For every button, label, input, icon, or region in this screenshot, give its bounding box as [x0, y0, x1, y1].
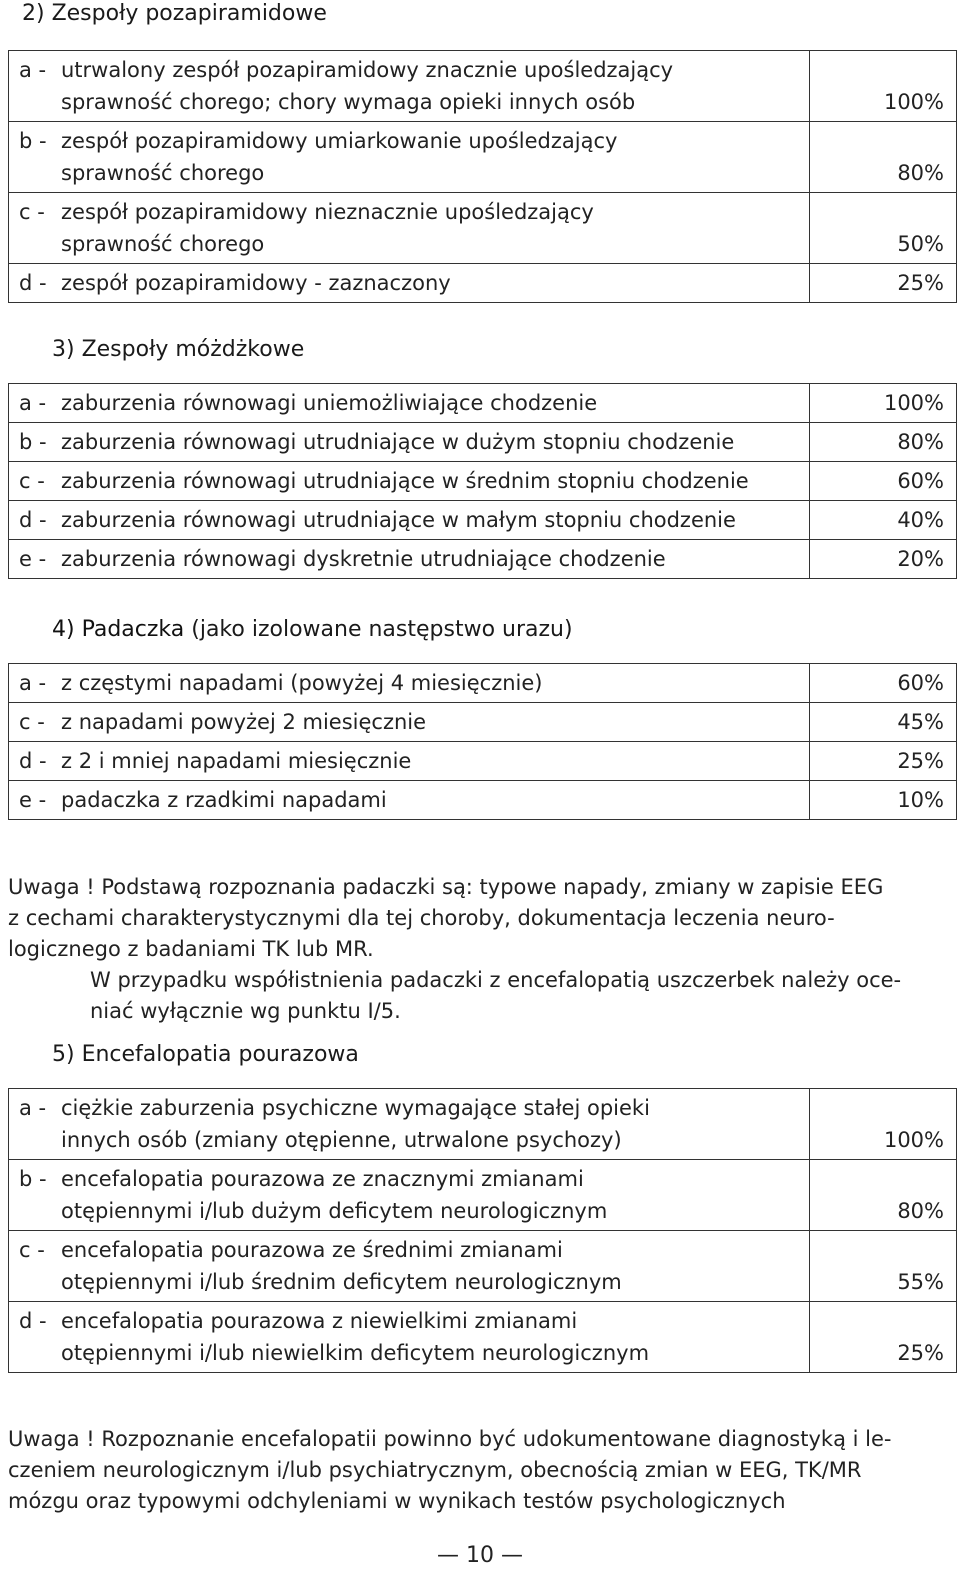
row-text: ciężkie zaburzenia psychiczne wymagające stałej opieki innych osób (zmiany otępienne, utrwalone psychozy) [61, 1096, 650, 1152]
row-description [9, 122, 810, 193]
table-encefalopatia [8, 1088, 957, 1373]
row-text: z napadami powyżej 2 miesięcznie [61, 710, 427, 734]
table-row [9, 742, 957, 781]
row-percentage: 40% [810, 501, 957, 540]
row-percentage: 10% [810, 781, 957, 820]
row-text: encefalopatia pourazowa ze średnimi zmianami otępiennymi i/lub średnim deficytem neurologicznym [61, 1238, 622, 1294]
row-text: z 2 i mniej napadami miesięcznie [61, 749, 412, 773]
table-zespoly-mozdzkowe [8, 383, 957, 579]
section-title-padaczka [52, 616, 573, 644]
row-description [9, 664, 810, 703]
row-letter: c - [19, 469, 45, 493]
table-row [9, 1231, 957, 1302]
row-description [9, 1160, 810, 1231]
table-row [9, 781, 957, 820]
table-row [9, 193, 957, 264]
row-letter: e - [19, 547, 47, 571]
row-percentage: 80% [810, 423, 957, 462]
row-percentage: 80% [810, 1160, 957, 1231]
table-row [9, 540, 957, 579]
table-row [9, 703, 957, 742]
row-description [9, 1231, 810, 1302]
row-text: zespół pozapiramidowy umiarkowanie upośledzający sprawność chorego [61, 129, 618, 185]
table-row [9, 501, 957, 540]
section-title-padaczka-main: 4) Padaczka [52, 617, 185, 642]
note-text-1: Podstawą rozpoznania padaczki są: typowe napady, zmiany w zapisie EEG z cechami charakterystycznymi dla tej choroby, dokumentacja leczenia neuro- logicznego z badaniami TK lub MR. [8, 875, 884, 961]
row-letter: a - [19, 391, 47, 415]
note-encefalopatia [8, 1393, 958, 1517]
note-label: Uwaga ! [8, 875, 95, 899]
section-title-zespoly-mozdzkowe: 3) Zespoły móżdżkowe [52, 337, 305, 362]
row-percentage: 100% [810, 51, 957, 122]
note-text-2: W przypadku współistnienia padaczki z encefalopatią uszczerbek należy oce- niać wyłącznie wg punktu I/5. [90, 968, 902, 1023]
row-percentage: 60% [810, 462, 957, 501]
row-text: encefalopatia pourazowa ze znacznymi zmianami otępiennymi i/lub dużym deficytem neurologicznym [61, 1167, 608, 1223]
note-label: Uwaga ! [8, 1427, 95, 1451]
row-description [9, 540, 810, 579]
row-description [9, 423, 810, 462]
row-percentage: 25% [810, 742, 957, 781]
row-text: zaburzenia równowagi utrudniające w małym stopniu chodzenie [61, 508, 736, 532]
note-text-1: Rozpoznanie encefalopatii powinno być udokumentowane diagnostyką i le- czeniem neurologicznym i/lub psychiatrycznym, obecnością zmian w EEG, TK/MR mózgu oraz typowymi odchyleniami w wynikach testów psychologicznych [8, 1427, 892, 1513]
row-description [9, 384, 810, 423]
row-letter: a - [19, 1096, 47, 1120]
row-letter: c - [19, 710, 45, 734]
section-title-encefalopatia: 5) Encefalopatia pourazowa [52, 1042, 359, 1067]
note-padaczka [8, 841, 958, 1027]
table-zespoly-pozapiramidowe [8, 50, 957, 303]
row-percentage: 25% [810, 1302, 957, 1373]
table-row [9, 1089, 957, 1160]
row-description [9, 1089, 810, 1160]
row-description [9, 742, 810, 781]
row-text: z częstymi napadami (powyżej 4 miesięcznie) [61, 671, 543, 695]
row-percentage: 100% [810, 1089, 957, 1160]
row-text: zaburzenia równowagi utrudniające w dużym stopniu chodzenie [61, 430, 735, 454]
row-letter: d - [19, 271, 47, 295]
row-letter: b - [19, 430, 47, 454]
section-title-zespoly-pozapiramidowe: 2) Zespoły pozapiramidowe [22, 1, 327, 26]
row-letter: d - [19, 508, 47, 532]
row-percentage: 25% [810, 264, 957, 303]
row-text: padaczka z rzadkimi napadami [61, 788, 387, 812]
table-row [9, 122, 957, 193]
row-percentage: 55% [810, 1231, 957, 1302]
row-letter: d - [19, 1309, 47, 1333]
row-text: utrwalony zespół pozapiramidowy znacznie upośledzający sprawność chorego; chory wymaga opieki innych osób [61, 58, 674, 114]
row-percentage: 45% [810, 703, 957, 742]
row-letter: a - [19, 58, 47, 82]
row-description [9, 51, 810, 122]
table-row [9, 384, 957, 423]
table-row [9, 423, 957, 462]
table-row [9, 51, 957, 122]
row-description [9, 703, 810, 742]
row-description [9, 501, 810, 540]
table-padaczka [8, 663, 957, 820]
table-row [9, 462, 957, 501]
row-text: encefalopatia pourazowa z niewielkimi zmianami otępiennymi i/lub niewielkim deficytem neurologicznym [61, 1309, 650, 1365]
row-letter: a - [19, 671, 47, 695]
page-number: — 10 — [437, 1543, 523, 1568]
row-percentage: 20% [810, 540, 957, 579]
table-row [9, 1302, 957, 1373]
row-text: zespół pozapiramidowy - zaznaczony [61, 271, 451, 295]
row-letter: b - [19, 1167, 47, 1191]
table-row [9, 264, 957, 303]
row-letter: b - [19, 129, 47, 153]
row-text: zaburzenia równowagi dyskretnie utrudniające chodzenie [61, 547, 666, 571]
row-description [9, 781, 810, 820]
row-description [9, 462, 810, 501]
row-percentage: 50% [810, 193, 957, 264]
row-letter: c - [19, 200, 45, 224]
row-letter: c - [19, 1238, 45, 1262]
row-text: zaburzenia równowagi uniemożliwiające chodzenie [61, 391, 598, 415]
row-description [9, 264, 810, 303]
row-percentage: 100% [810, 384, 957, 423]
table-row [9, 664, 957, 703]
row-description [9, 193, 810, 264]
row-letter: e - [19, 788, 47, 812]
row-text: zaburzenia równowagi utrudniające w średnim stopniu chodzenie [61, 469, 749, 493]
section-title-padaczka-rest: (jako izolowane następstwo urazu) [184, 617, 573, 642]
row-text: zespół pozapiramidowy nieznacznie upośledzający sprawność chorego [61, 200, 594, 256]
row-percentage: 80% [810, 122, 957, 193]
row-letter: d - [19, 749, 47, 773]
row-description [9, 1302, 810, 1373]
table-row [9, 1160, 957, 1231]
row-percentage: 60% [810, 664, 957, 703]
